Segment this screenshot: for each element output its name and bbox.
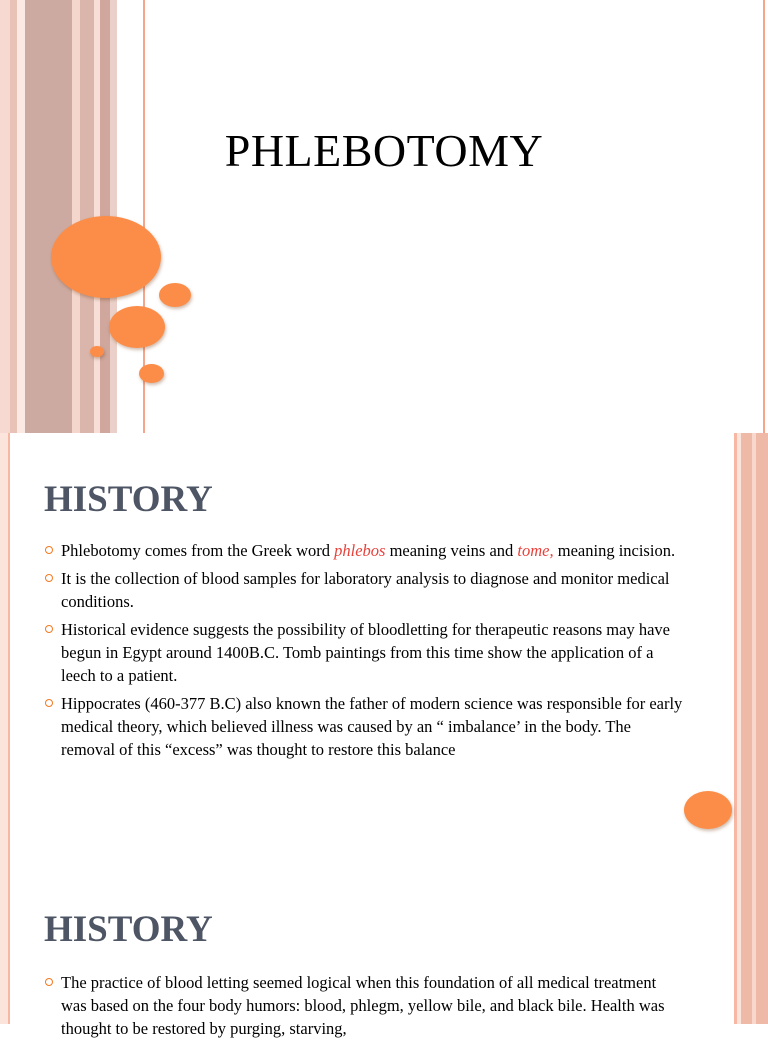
decor-stripe [0, 0, 10, 433]
decor-circle [139, 364, 164, 383]
bullet-text: meaning veins and [385, 541, 518, 560]
presentation-title: PHLEBOTOMY [224, 125, 544, 176]
decor-stripe [17, 0, 25, 433]
bullet-list [44, 971, 684, 1045]
history-slide-2 [0, 867, 768, 1038]
bullet-circle-icon [45, 699, 53, 707]
decor-stripe [0, 867, 8, 1024]
list-item [44, 618, 684, 687]
decor-circle-large [51, 216, 161, 298]
bullet-text: Historical evidence suggests the possibility of bloodletting for therapeutic reasons may have begun in Egypt around 1400B.C. Tomb paintings from this time show the application of a leech to a patient. [61, 620, 670, 685]
bullet-text: Phlebotomy comes from the Greek word [61, 541, 335, 560]
slide-heading: HISTORY [44, 479, 213, 520]
decor-circle [684, 791, 732, 829]
bullet-list [44, 539, 684, 766]
bullet-text: It is the collection of blood samples for laboratory analysis to diagnose and monitor medical conditions. [61, 569, 670, 611]
emphasis-term: phlebos [334, 541, 386, 560]
decor-stripe [10, 0, 17, 433]
bullet-text: meaning incision. [553, 541, 676, 560]
list-item [44, 692, 684, 761]
list-item [44, 567, 684, 613]
list-item [44, 539, 684, 562]
decor-stripe [25, 0, 72, 433]
decor-stripe [8, 867, 10, 1024]
bullet-circle-icon [45, 978, 53, 986]
decor-stripe [763, 0, 765, 433]
decor-stripe [8, 433, 10, 867]
bullet-circle-icon [45, 625, 53, 633]
list-item [44, 971, 684, 1040]
bullet-text: Hippocrates (460-377 B.C) also known the father of modern science was responsible for early medical theory, which believed illness was caused by an “ imbalance’ in the body. The removal of this “excess” was thought to restore this balance [61, 694, 683, 759]
decor-circle [90, 346, 104, 357]
decor-stripe [752, 867, 756, 1024]
decor-circle [109, 306, 165, 348]
decor-stripe [752, 433, 756, 867]
decor-stripe [72, 0, 80, 433]
bullet-circle-icon [45, 546, 53, 554]
bullet-circle-icon [45, 574, 53, 582]
title-slide [0, 0, 768, 433]
slide-heading: HISTORY [44, 909, 213, 950]
decor-stripe [0, 433, 8, 867]
bullet-text: The practice of blood letting seemed logical when this foundation of all medical treatment was based on the four body humors: blood, phlegm, yellow bile, and black bile. Health was thought to be restored by purging, starving, [61, 973, 665, 1038]
decor-circle [159, 283, 191, 307]
emphasis-term: tome, [517, 541, 554, 560]
history-slide-1 [0, 433, 768, 867]
